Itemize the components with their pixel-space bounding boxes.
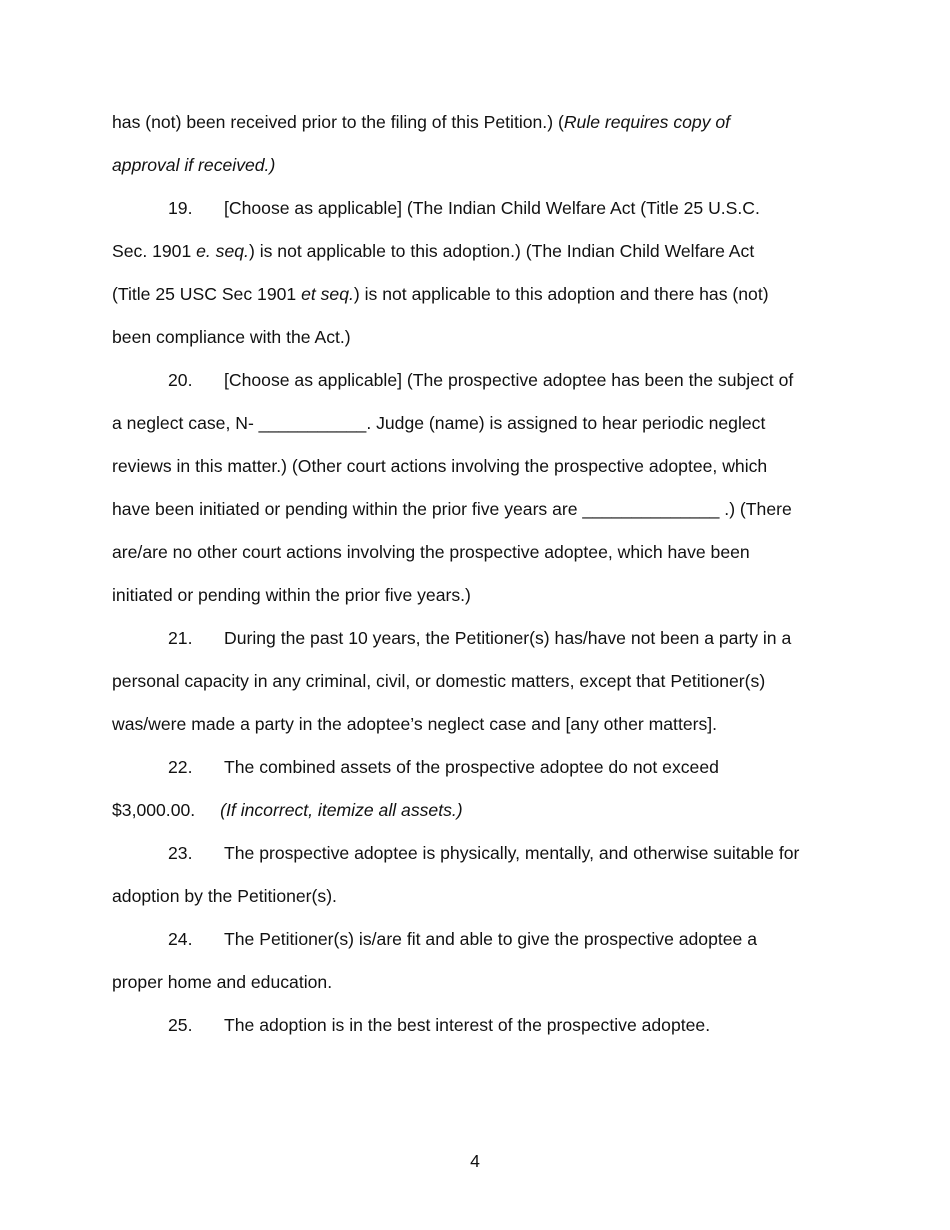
text-line: reviews in this matter.) (Other court actions involving the prospective adoptee, which: [112, 456, 768, 476]
text-line: was/were made a party in the adoptee’s neglect case and [any other matters].: [112, 714, 718, 734]
page-number: 4: [470, 1151, 480, 1171]
paragraph-20: [112, 359, 840, 617]
text-line: a neglect case, N- ___________. Judge (name) is assigned to hear periodic neglect: [112, 413, 766, 433]
paragraph-number: 25.: [168, 1015, 193, 1035]
paragraph-continued: [112, 101, 840, 187]
text-line: 23. The prospective adoptee is physically, mentally, and otherwise suitable for: [112, 832, 840, 875]
document-body: [112, 101, 840, 1047]
text-line: 21. During the past 10 years, the Petitioner(s) has/have not been a party in a: [112, 617, 840, 660]
paragraph-number: 20.: [168, 370, 193, 390]
text-line: 19. [Choose as applicable] (The Indian Child Welfare Act (Title 25 U.S.C.: [112, 187, 840, 230]
text-line: proper home and education.: [112, 972, 333, 992]
paragraph-24: [112, 918, 840, 1004]
paragraph-25: [112, 1004, 840, 1047]
text-line: approval if received.): [112, 155, 276, 175]
text-line: initiated or pending within the prior five years.): [112, 585, 471, 605]
text-line: 25. The adoption is in the best interest of the prospective adoptee.: [112, 1004, 840, 1047]
paragraph-number: 19.: [168, 198, 193, 218]
paragraph-number: 22.: [168, 757, 193, 777]
text-line: 20. [Choose as applicable] (The prospective adoptee has been the subject of: [112, 359, 840, 402]
paragraph-number: 21.: [168, 628, 193, 648]
paragraph-23: [112, 832, 840, 918]
text-line: been compliance with the Act.): [112, 327, 351, 347]
text-line: 24. The Petitioner(s) is/are fit and able to give the prospective adoptee a: [112, 918, 840, 961]
text-line: (Title 25 USC Sec 1901 et seq.) is not applicable to this adoption and there has (not): [112, 284, 769, 304]
paragraph-19: [112, 187, 840, 359]
paragraph-number: 24.: [168, 929, 193, 949]
paragraph-22: [112, 746, 840, 832]
text-line: $3,000.00. (If incorrect, itemize all assets.): [112, 800, 463, 820]
text-line: personal capacity in any criminal, civil, or domestic matters, except that Petitioner(s): [112, 671, 766, 691]
text-line: adoption by the Petitioner(s).: [112, 886, 337, 906]
text-line: Sec. 1901 e. seq.) is not applicable to this adoption.) (The Indian Child Welfare Act: [112, 241, 755, 261]
paragraph-21: [112, 617, 840, 746]
text-line: are/are no other court actions involving the prospective adoptee, which have been: [112, 542, 750, 562]
text-line: have been initiated or pending within the prior five years are ______________ .) (There: [112, 499, 792, 519]
text-line: 22. The combined assets of the prospective adoptee do not exceed: [112, 746, 840, 789]
text-line: has (not) been received prior to the filing of this Petition.) (Rule requires copy of: [112, 112, 731, 132]
paragraph-number: 23.: [168, 843, 193, 863]
